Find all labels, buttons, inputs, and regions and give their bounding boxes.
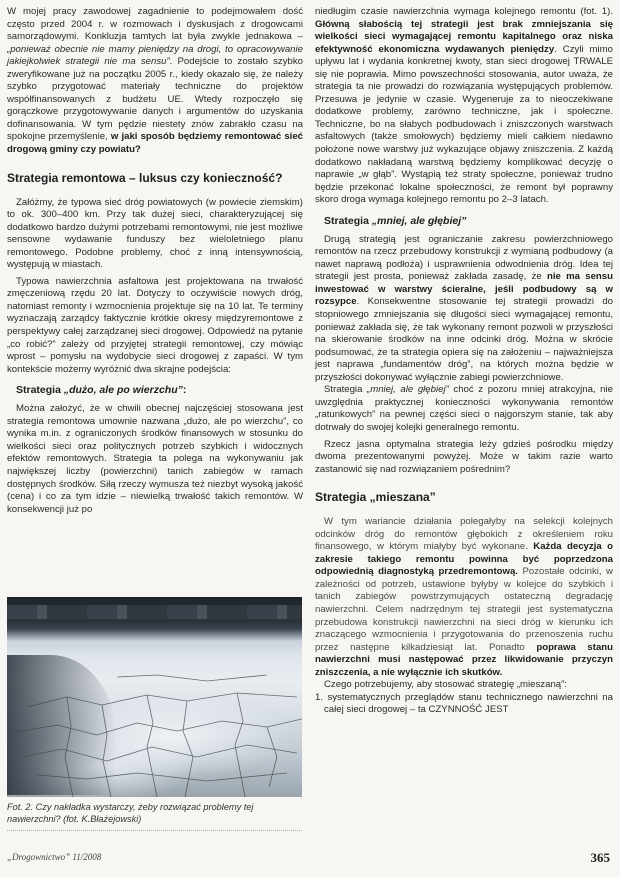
list-item: 1. systematycznych przeglądów stanu technicznego nawierzchni na całej sieci drogowej – ta CZYNNOŚĆ JEST bbox=[315, 691, 613, 716]
paragraph: Czego potrzebujemy, aby stosować strategię „mieszaną”: bbox=[324, 679, 567, 691]
crack-pattern-icon bbox=[7, 597, 302, 797]
right-column bbox=[315, 6, 613, 717]
paragraph: Załóżmy, że typowa sieć dróg powiatowych (w powiecie ziemskim) to ok. 300–400 km. Przy tak dużej sieci, charakteryzującej się dodatkowo bardzo dużymi potrzebami remontowymi, nie jest możliwe sensowne wydawanie funduszy bez wieloletniego planu remontowego. Podobne problemy, choć z inną intensywnością, występują w miastach. bbox=[7, 196, 303, 271]
paragraph: Rzecz jasna optymalna strategia leży gdzieś pośrodku między dwoma prezentowanymi powyżej. Może w takim razie warto zastanowić się nad rozwiązaniem pośrednim? bbox=[315, 438, 613, 475]
paragraph: niedługim czasie nawierzchnia wymaga kolejnego remontu (fot. 1). Główną słabością tej strategii jest brak zmniejszania się wielkości sieci wymagającej remontu kapitalnego oraz niska efektywność ekonomiczna wydawanych pieniędzy. Czyli mimo upływu lat i wydania konkretnej kwoty, stan sieci drogowej TRWALE się nie poprawia. Mimo powszechności stosowania, autor uważa, że strategia ta nie prowadzi do rozwiązania występujących problemów. Przesuwa je jedynie w czasie. Wygeneruje za to nieoczekiwane dodatkowe problemy, zarówno techniczne, jak i społeczne. Techniczne, bo na słabych podbudowach i zniszczonych warstwach asfaltowych (także smołowych) będziemy mieli całkiem niedawno położone nowe warstwy już wykazujące objawy zniszczenia. Z każdą dodatkowo nakładaną warstwą będziemy komplikować decyzję o naprawie „w głąb”. Wystąpią też straty społeczne, ponieważ trudno będzie przekonać lokalne społeczności, że remont był poprawny skoro droga wymaga kolejnego remontu po 2–3 latach. bbox=[315, 6, 614, 206]
paragraph: Drugą strategią jest ograniczanie zakresu powierzchniowego remontów na rzecz przebudowy konstrukcji z wymianą podbudowy (a nawet naprawą podłoża) i usprawnienia odwodnienia dróg. Idea tej strategii jest prosta, ponieważ zakłada zasadę, że nie ma sensu inwestować w warstwy ścieralne, jeśli podbudowy są w rozsypce. Konsekwentne stosowanie tej strategii prowadzi do stopniowego zmniejszania się długości sieci wymagającej remontu, ponieważ zakłada się, że tak wykonany remont pozwoli w przyszłości na skierowanie środków na inne odcinki dróg. Można w skrócie podsumować, że ta strategia opiera się na założeniu – najważniejsza jest naprawa „fundamentów dróg”, na których można będzie w przyszłości dokonywać wyłącznie zabiegi powierzchniowe. bbox=[315, 233, 613, 383]
paragraph: Typowa nawierzchnia asfaltowa jest projektowana na trwałość zmęczeniową rzędu 20 lat. Dotyczy to oczywiście nowych dróg, natomiast remonty i wzmocnienia projektuje się na 10 lat. Te terminy wyznaczają zarządcy faktycznie krótkie okresy międzyremontowe z perspektywy całej zarządzanej sieci drogowej. Odpowiedź na pytanie „co robić?” zależy od przyjętej strategii remontowej, czy mówiąc wprost – pomysłu na wydobycie sieci drogowej z zapaści. W tym kontekście możemy wyróżnić dwa skrajne podejścia: bbox=[7, 275, 303, 375]
quote: „ponieważ obecnie nie mamy pieniędzy na drogi, to opracowywanie jakiejkolwiek strategii nie ma sensu” bbox=[7, 43, 303, 68]
section-heading-mieszana: Strategia „mieszana” bbox=[315, 490, 436, 505]
paragraph: Strategia „mniej, ale głębiej” choć z pozoru mniej atrakcyjna, nie uwzględnia praktycznej konieczności wykonywania remontów „ratunkowych” na pewnej części sieci o najgorszym stanie, tak aby dotrwały do swojej kolejki generalnego remontu. bbox=[315, 384, 613, 433]
left-column bbox=[7, 6, 303, 516]
section-heading-strategy: Strategia remontowa – luksus czy konieczność? bbox=[7, 170, 283, 185]
intro-paragraph: W mojej pracy zawodowej zagadnienie to podejmowałem dość często przed 2004 r. w rozmowach i dyskusjach z drogowcami samorządowymi. Konkluzja tamtych lat była zwykle jednakowa – „ponieważ obecnie nie mamy pieniędzy na drogi, to opracowywanie jakiejkolwiek strategii nie ma sensu”. Podejście to zostało szybko zweryfikowane już na początku 2005 r., kiedy okazało się, że należy szybko przygotować materiały techniczne do projektów współfinansowanych z budżetu UE. Wtedy rozpoczęło się gorączkowe przygotowywanie danych i argumentów do uzyskania dofinansowania. W tym pędzie niestety znów zabrakło czasu na spokojne przemyślenie, w jaki sposób będziemy remontować sieć drogową gminy czy powiatu? bbox=[7, 6, 303, 156]
page-number: 365 bbox=[590, 850, 610, 865]
subheading-duzo-po-wierzchu: Strategia „dużo, ale po wierzchu”: bbox=[16, 384, 187, 397]
subheading-mniej-glebiej: Strategia „mniej, ale głębiej” bbox=[324, 214, 467, 227]
caption-divider bbox=[7, 830, 302, 831]
journal-footer: „Drogownictwo” 11/2008 bbox=[7, 852, 102, 862]
paragraph: W tym wariancie działania polegałyby na selekcji kolejnych odcinków dróg do remontów głębokich z określeniem roku finansowego, w którym miałyby być wykonane. Każda decyzja o zakresie takiego remontu powinna być poprzedzona odpowiednią diagnostyką przedremontową. Pozostałe odcinki, w zależności od potrzeb, ustawione byłyby w kolejce do szybkich i tanich zabiegów powstrzymujących ostateczną degradację nawierzchni. Celem nadrzędnym tej strategii jest systematyczna przebudowa konstrukcji nawierzchni na sieci dróg w kierunku ich znaczącego wzmocnienia i przygotowania do przenoszenia ruchu przez następne kilkadziesiąt lat. Ponadto poprawa stanu nawierzchni musi następować przez likwidowanie przyczyn zniszczenia, a nie wyłącznie ich skutków. bbox=[315, 516, 614, 678]
road-photo bbox=[7, 597, 302, 797]
photo-caption: Fot. 2. Czy nakładka wystarczy, żeby rozwiązać problemy tej nawierzchni? (fot. K.Błażejowski) bbox=[7, 802, 254, 824]
bold-question: w jaki sposób będziemy remontować sieć drogową gminy czy powiatu? bbox=[7, 131, 303, 156]
paragraph: Można założyć, że w chwili obecnej najczęściej stosowana jest strategia remontowa umownie nazwana „dużo, ale po wierzchu”, co wynika m.in. z ograniczonych środków finansowych w stosunku do wielkości sieci oraz politycznych potrzeb szybkich i widocznych efektów remontowych. Strategia ta polega na wykonywaniu jak największej liczby (powierzchni) tanich zabiegów w ramach dostępnych środków. Siłą rzeczy wymusza też niezbyt wysoką jakość (cena) i co za tym idzie – niewielką trwałość takich remontów. W konsekwencji już po bbox=[7, 403, 303, 515]
